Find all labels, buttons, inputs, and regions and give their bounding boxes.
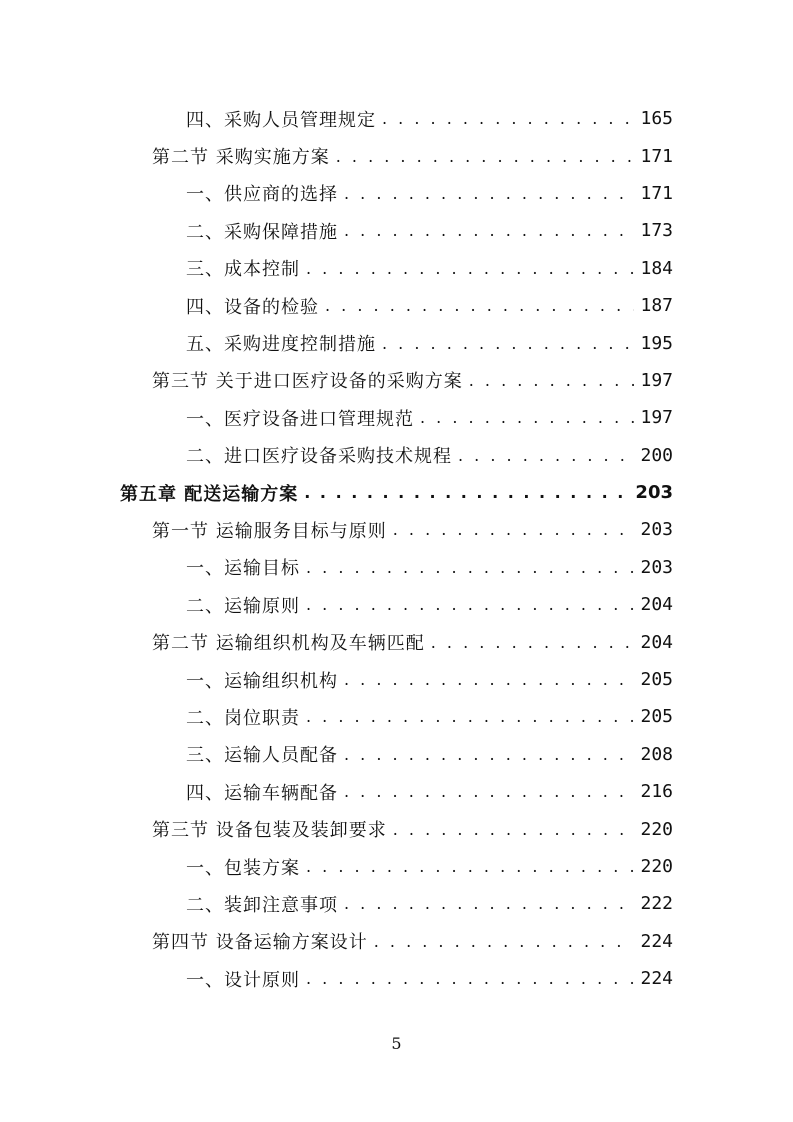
dot-leader <box>306 969 634 988</box>
toc-entry[interactable] <box>0 623 793 660</box>
toc-entry[interactable] <box>0 324 793 361</box>
toc-entry-page: 224 <box>640 968 673 990</box>
toc-entry-page: 220 <box>640 818 673 840</box>
toc-entry-title: 一、运输目标 <box>186 558 300 580</box>
toc-entry[interactable] <box>0 661 793 698</box>
toc-entry-page: 220 <box>640 856 673 877</box>
toc-entry-title: 四、采购人员管理规定 <box>186 109 376 131</box>
toc-entry-title: 四、设备的检验 <box>186 296 319 318</box>
toc-entry-title: 二、运输原则 <box>186 595 300 617</box>
toc-entry[interactable] <box>0 250 793 287</box>
toc-entry-page: 173 <box>640 220 673 242</box>
toc-entry-page: 165 <box>640 108 673 130</box>
toc-entry-page: 204 <box>640 631 673 653</box>
toc-entry-page: 195 <box>640 332 673 354</box>
toc-entry-title: 二、装卸注意事项 <box>186 894 338 916</box>
toc-entry-title: 第四节 设备运输方案设计 <box>152 932 368 954</box>
toc-entry-title: 一、设计原则 <box>186 969 300 991</box>
toc-entry-title: 一、医疗设备进口管理规范 <box>186 408 414 430</box>
toc-entry[interactable] <box>0 437 793 474</box>
toc-entry-page: 222 <box>640 893 673 915</box>
dot-leader <box>458 446 634 465</box>
table-of-contents <box>0 100 793 997</box>
toc-entry[interactable] <box>0 362 793 399</box>
toc-entry[interactable] <box>0 848 793 885</box>
page-number: 5 <box>391 1034 402 1053</box>
toc-entry-page: 197 <box>640 407 673 429</box>
dot-leader <box>420 408 634 427</box>
toc-entry[interactable] <box>0 773 793 810</box>
toc-entry-page: 224 <box>640 930 673 952</box>
dot-leader <box>374 932 635 951</box>
toc-entry-title: 第三节 关于进口医疗设备的采购方案 <box>152 371 463 393</box>
toc-entry[interactable] <box>0 399 793 436</box>
dot-leader <box>393 820 635 839</box>
toc-entry-page: 203 <box>635 482 673 504</box>
toc-entry[interactable] <box>0 511 793 548</box>
dot-leader <box>344 745 634 764</box>
dot-leader <box>304 483 629 502</box>
toc-entry-title: 一、包装方案 <box>186 857 300 879</box>
toc-entry[interactable] <box>0 960 793 997</box>
dot-leader <box>469 371 635 390</box>
toc-entry-page: 205 <box>640 669 673 691</box>
dot-leader <box>306 558 634 577</box>
dot-leader <box>431 633 635 652</box>
dot-leader <box>336 147 635 166</box>
dot-leader <box>344 221 634 240</box>
dot-leader <box>306 707 634 726</box>
toc-entry-title: 三、成本控制 <box>186 259 300 281</box>
toc-entry-title: 二、岗位职责 <box>186 707 300 729</box>
toc-entry-page: 203 <box>640 556 673 578</box>
toc-chapter-entry[interactable] <box>0 474 793 511</box>
toc-entry-page: 208 <box>640 743 673 765</box>
toc-entry-page: 205 <box>640 706 673 728</box>
toc-entry[interactable] <box>0 923 793 960</box>
toc-entry-title: 四、运输车辆配备 <box>186 782 338 804</box>
dot-leader <box>382 334 634 353</box>
toc-entry-page: 203 <box>640 519 673 541</box>
toc-entry-title: 第一节 运输服务目标与原则 <box>152 520 387 542</box>
toc-entry[interactable] <box>0 586 793 623</box>
toc-entry[interactable] <box>0 810 793 847</box>
toc-entry[interactable] <box>0 698 793 735</box>
toc-entry-title: 三、运输人员配备 <box>186 745 338 767</box>
toc-entry-title: 五、采购进度控制措施 <box>186 334 376 356</box>
toc-entry[interactable] <box>0 736 793 773</box>
toc-entry-page: 204 <box>640 594 673 616</box>
dot-leader <box>344 184 634 203</box>
toc-entry-page: 200 <box>640 444 673 466</box>
toc-entry-page: 171 <box>640 182 673 204</box>
dot-leader <box>306 259 634 278</box>
toc-entry[interactable] <box>0 212 793 249</box>
toc-entry-title: 一、运输组织机构 <box>186 670 338 692</box>
dot-leader <box>306 857 634 876</box>
dot-leader <box>344 782 634 801</box>
toc-entry[interactable] <box>0 885 793 922</box>
toc-entry-page: 184 <box>640 257 673 279</box>
toc-entry-title: 一、供应商的选择 <box>186 184 338 206</box>
toc-entry-page: 197 <box>640 369 673 391</box>
dot-leader <box>382 109 634 128</box>
toc-entry[interactable] <box>0 137 793 174</box>
toc-entry[interactable] <box>0 175 793 212</box>
toc-entry[interactable] <box>0 287 793 324</box>
dot-leader <box>393 520 635 539</box>
toc-entry-page: 187 <box>640 295 673 317</box>
dot-leader <box>344 894 634 913</box>
toc-entry-title: 二、进口医疗设备采购技术规程 <box>186 446 452 468</box>
toc-entry-title: 第二节 运输组织机构及车辆匹配 <box>152 633 425 655</box>
dot-leader <box>344 670 634 689</box>
toc-entry-title: 二、采购保障措施 <box>186 221 338 243</box>
dot-leader <box>306 595 634 614</box>
toc-entry[interactable] <box>0 100 793 137</box>
toc-entry-title: 第三节 设备包装及装卸要求 <box>152 820 387 842</box>
toc-entry-page: 216 <box>640 781 673 803</box>
toc-entry-title: 第五章 配送运输方案 <box>120 483 299 505</box>
toc-entry-title: 第二节 采购实施方案 <box>152 147 330 169</box>
toc-entry-page: 171 <box>640 145 673 167</box>
toc-entry[interactable] <box>0 549 793 586</box>
dot-leader <box>325 296 634 315</box>
